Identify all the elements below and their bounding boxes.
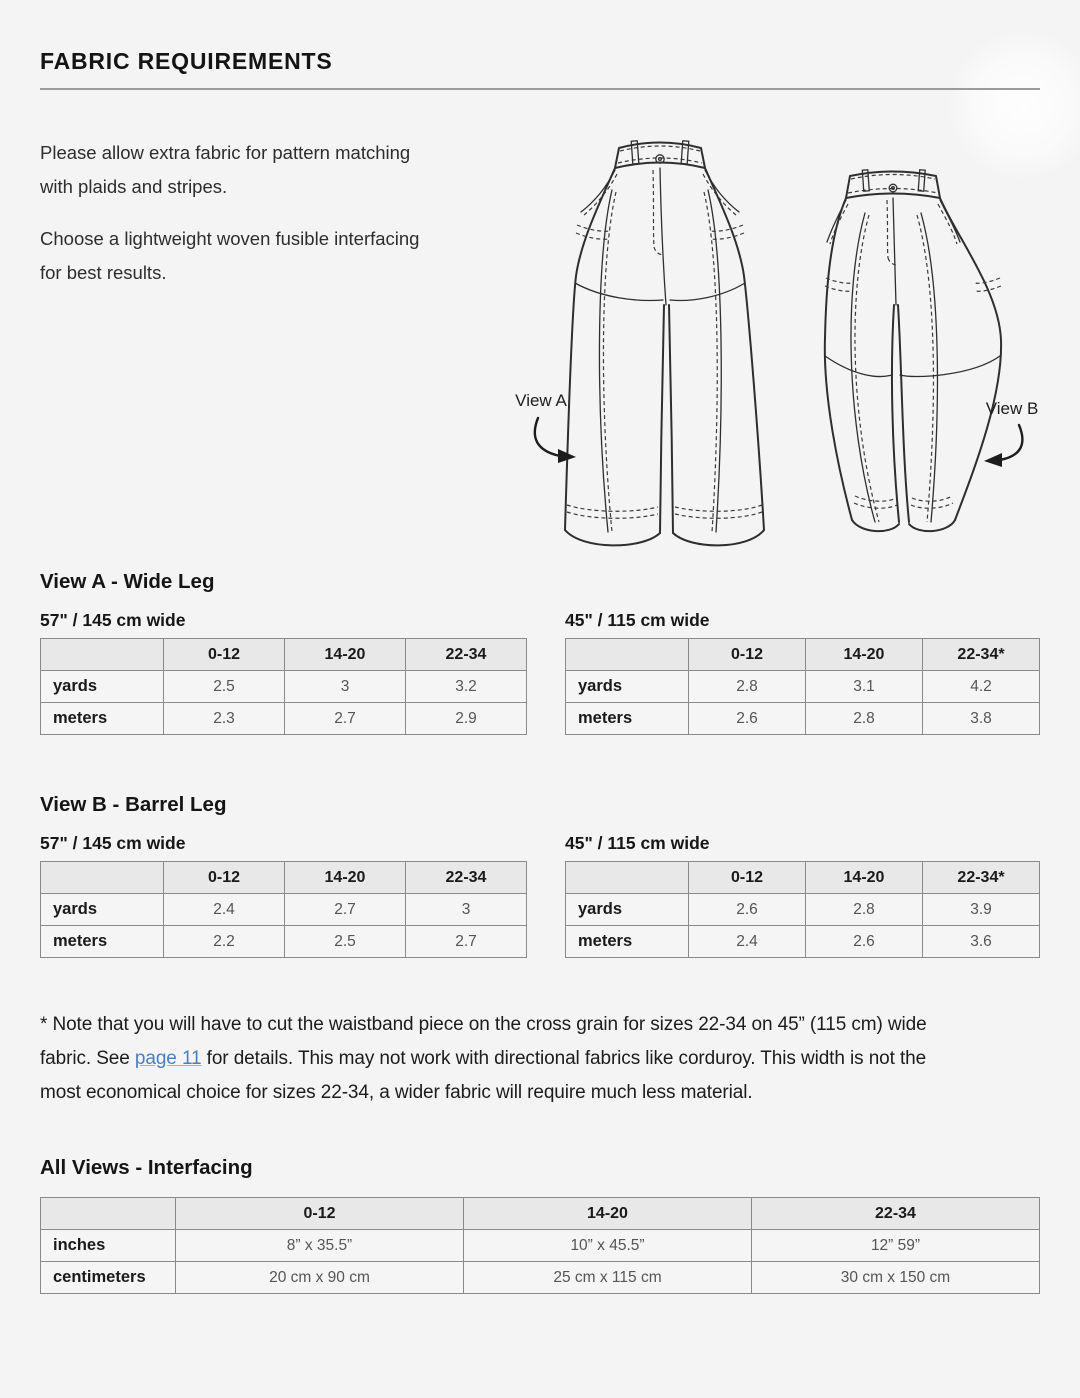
cell-value: 2.6 bbox=[689, 894, 806, 926]
interfacing-title: All Views - Interfacing bbox=[40, 1156, 253, 1179]
waistband-footnote bbox=[40, 1008, 1040, 1110]
cell-value: 8” x 35.5” bbox=[176, 1230, 464, 1262]
table-row bbox=[41, 1230, 1040, 1262]
cell-value: 12” 59” bbox=[752, 1230, 1040, 1262]
view-a-45-subtitle: 45" / 115 cm wide bbox=[565, 610, 710, 630]
view-b-57-subtitle: 57" / 145 cm wide bbox=[40, 833, 186, 853]
row-label: yards bbox=[41, 671, 164, 703]
blank-header-cell bbox=[566, 862, 689, 894]
size-col-header: 0-12 bbox=[689, 639, 806, 671]
intro-line: with plaids and stripes. bbox=[40, 176, 228, 197]
view-b-45-block bbox=[565, 817, 1040, 958]
table-row bbox=[566, 703, 1040, 735]
cell-value: 2.7 bbox=[285, 894, 406, 926]
blank-header-cell bbox=[41, 862, 164, 894]
intro-line: for best results. bbox=[40, 262, 167, 283]
size-col-header: 14-20 bbox=[285, 639, 406, 671]
view-b-45-subtitle: 45" / 115 cm wide bbox=[565, 833, 710, 853]
view-b-drawing bbox=[825, 170, 1001, 531]
page-title: FABRIC REQUIREMENTS bbox=[40, 48, 333, 74]
size-col-header: 14-20 bbox=[806, 862, 923, 894]
cell-value: 3.9 bbox=[923, 894, 1040, 926]
size-col-header: 0-12 bbox=[164, 862, 285, 894]
cell-value: 2.4 bbox=[164, 894, 285, 926]
section-view-a-title: View A - Wide Leg bbox=[40, 570, 215, 593]
section-interfacing bbox=[40, 1156, 1040, 1294]
view-a-57-block bbox=[40, 594, 527, 735]
cell-value: 2.5 bbox=[164, 671, 285, 703]
section-view-b-title: View B - Barrel Leg bbox=[40, 793, 227, 816]
cell-value: 25 cm x 115 cm bbox=[464, 1262, 752, 1294]
cell-value: 2.4 bbox=[689, 926, 806, 958]
fabric-requirements-page bbox=[0, 48, 1080, 1294]
footnote-line: * Note that you will have to cut the waistband piece on the cross grain for sizes 22-34 on 45” (115 cm) wide bbox=[40, 1014, 927, 1035]
view-b-label: View B bbox=[985, 399, 1039, 418]
cell-value: 3.6 bbox=[923, 926, 1040, 958]
section-view-a bbox=[40, 570, 1040, 735]
row-label: inches bbox=[41, 1230, 176, 1262]
size-col-header: 22-34* bbox=[923, 639, 1040, 671]
size-col-header: 14-20 bbox=[285, 862, 406, 894]
pants-flat-drawings bbox=[482, 128, 1062, 568]
cell-value: 3.1 bbox=[806, 671, 923, 703]
size-col-header: 22-34 bbox=[752, 1198, 1040, 1230]
view-b-arrowhead-icon bbox=[984, 453, 1002, 467]
row-label: meters bbox=[566, 926, 689, 958]
view-a-arrow bbox=[535, 418, 560, 456]
row-label: meters bbox=[566, 703, 689, 735]
row-label: meters bbox=[41, 926, 164, 958]
row-label: yards bbox=[41, 894, 164, 926]
row-label: yards bbox=[566, 894, 689, 926]
section-view-b bbox=[40, 793, 1040, 958]
view-b-callout bbox=[984, 399, 1038, 467]
size-col-header: 0-12 bbox=[689, 862, 806, 894]
view-a-label: View A bbox=[515, 391, 567, 410]
intro-paragraph-1 bbox=[40, 136, 482, 204]
size-col-header: 22-34* bbox=[923, 862, 1040, 894]
cell-value: 2.8 bbox=[689, 671, 806, 703]
view-a-57-subtitle: 57" / 145 cm wide bbox=[40, 610, 186, 630]
table-row bbox=[566, 894, 1040, 926]
footnote-text: fabric. See bbox=[40, 1048, 135, 1069]
footnote-line bbox=[40, 1042, 1040, 1076]
cell-value: 3 bbox=[285, 671, 406, 703]
view-a-drawing bbox=[565, 141, 764, 546]
size-col-header: 22-34 bbox=[406, 862, 527, 894]
row-label: centimeters bbox=[41, 1262, 176, 1294]
interfacing-table bbox=[40, 1197, 1040, 1294]
table-row bbox=[566, 671, 1040, 703]
footnote-line: most economical choice for sizes 22-34, a wider fabric will require much less material. bbox=[40, 1082, 753, 1103]
size-col-header: 0-12 bbox=[176, 1198, 464, 1230]
view-b-arrow bbox=[1000, 425, 1022, 460]
view-a-57-table bbox=[40, 638, 527, 735]
cell-value: 3.2 bbox=[406, 671, 527, 703]
intro-and-figure-row bbox=[40, 90, 1040, 568]
view-b-57-block bbox=[40, 817, 527, 958]
cell-value: 3.8 bbox=[923, 703, 1040, 735]
table-row bbox=[41, 1262, 1040, 1294]
blank-header-cell bbox=[41, 639, 164, 671]
cell-value: 10” x 45.5” bbox=[464, 1230, 752, 1262]
cell-value: 2.8 bbox=[806, 703, 923, 735]
cell-value: 2.7 bbox=[406, 926, 527, 958]
table-row bbox=[41, 926, 527, 958]
intro-text-column bbox=[40, 90, 482, 568]
cell-value: 2.2 bbox=[164, 926, 285, 958]
row-label: meters bbox=[41, 703, 164, 735]
cell-value: 4.2 bbox=[923, 671, 1040, 703]
table-row bbox=[566, 926, 1040, 958]
view-b-57-table bbox=[40, 861, 527, 958]
table-row bbox=[41, 671, 527, 703]
intro-paragraph-2 bbox=[40, 222, 482, 290]
view-a-45-block bbox=[565, 594, 1040, 735]
row-label: yards bbox=[566, 671, 689, 703]
page-11-link[interactable]: page 11 bbox=[134, 1048, 202, 1069]
cell-value: 30 cm x 150 cm bbox=[752, 1262, 1040, 1294]
table-row bbox=[41, 894, 527, 926]
cell-value: 2.6 bbox=[689, 703, 806, 735]
view-b-45-table bbox=[565, 861, 1040, 958]
cell-value: 3 bbox=[406, 894, 527, 926]
cell-value: 2.9 bbox=[406, 703, 527, 735]
footnote-text: for details. This may not work with directional fabrics like corduroy. This width is not the bbox=[201, 1048, 927, 1069]
size-col-header: 14-20 bbox=[806, 639, 923, 671]
pants-technical-figure bbox=[482, 90, 1062, 568]
view-a-45-table bbox=[565, 638, 1040, 735]
size-col-header: 22-34 bbox=[406, 639, 527, 671]
cell-value: 2.5 bbox=[285, 926, 406, 958]
blank-header-cell bbox=[566, 639, 689, 671]
cell-value: 2.6 bbox=[806, 926, 923, 958]
cell-value: 2.8 bbox=[806, 894, 923, 926]
cell-value: 2.3 bbox=[164, 703, 285, 735]
cell-value: 20 cm x 90 cm bbox=[176, 1262, 464, 1294]
size-col-header: 14-20 bbox=[464, 1198, 752, 1230]
table-row bbox=[41, 703, 527, 735]
blank-header-cell bbox=[41, 1198, 176, 1230]
intro-line: Please allow extra fabric for pattern matching bbox=[40, 142, 411, 163]
cell-value: 2.7 bbox=[285, 703, 406, 735]
size-col-header: 0-12 bbox=[164, 639, 285, 671]
intro-line: Choose a lightweight woven fusible interfacing bbox=[40, 228, 420, 249]
